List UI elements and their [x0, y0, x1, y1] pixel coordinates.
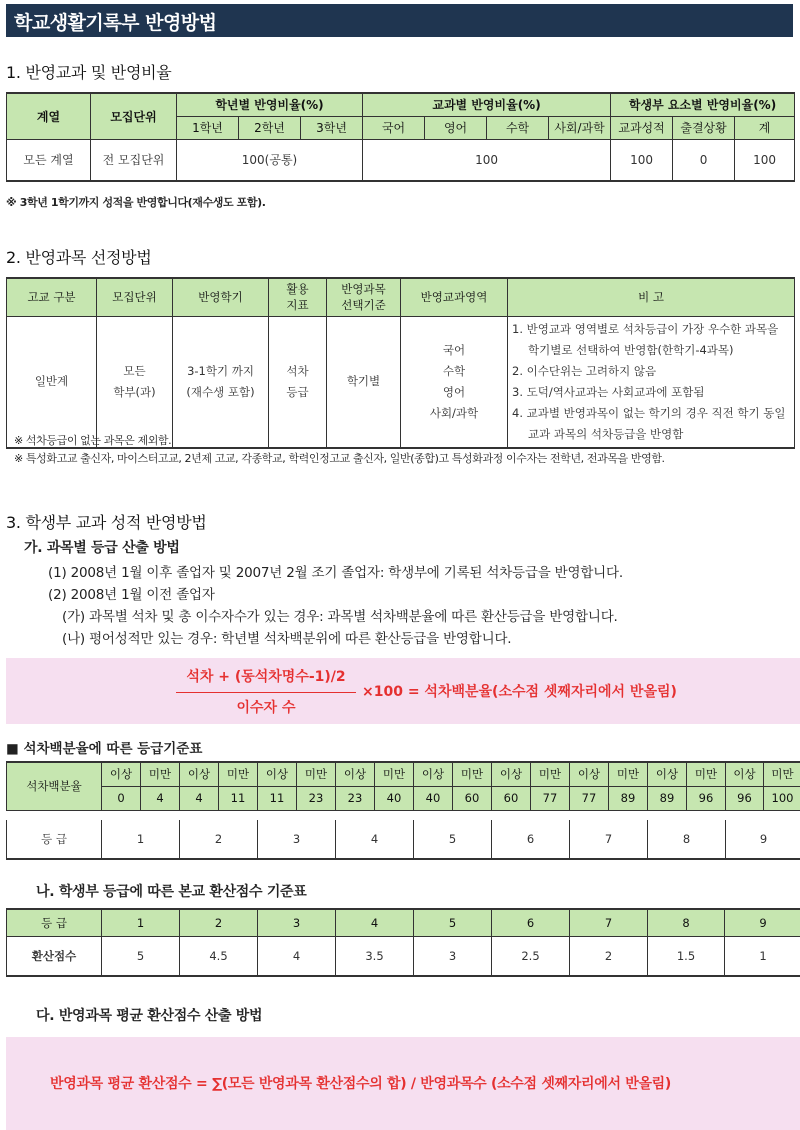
- method-line: (나) 평어성적만 있는 경우: 학년별 석차백분위에 따른 환산등급을 반영합니다.: [62, 631, 512, 647]
- header-unit: 모집단위: [91, 93, 177, 139]
- cell-subject-value: 100: [363, 139, 611, 181]
- header-school-type: 고교 구분: [7, 278, 97, 316]
- header-subject: 영어: [425, 116, 487, 139]
- header-remarks: 비 고: [508, 278, 795, 316]
- remark-item: 2. 이수단위는 고려하지 않음: [512, 363, 657, 378]
- header-element-ratio: 학생부 요소별 반영비율(%): [611, 93, 795, 116]
- average-score-formula: 반영과목 평균 환산점수 = ∑(모든 반영과목 환산점수의 합) / 반영과목수 (소수점 셋째자리에서 반올림): [50, 1076, 672, 1092]
- header-track: 계열: [7, 93, 91, 139]
- header-subject: 사회/과학: [549, 116, 611, 139]
- cell-track: 모든 계열: [7, 139, 91, 181]
- subsection-b-title: 나. 학생부 등급에 따른 본교 환산점수 기준표: [36, 884, 307, 900]
- subsection-a-title: 가. 과목별 등급 산출 방법: [24, 540, 180, 556]
- formula-result: ×100 = 석차백분율(소수점 셋째자리에서 반올림): [362, 684, 677, 700]
- grade-table-title: ■ 석차백분율에 따른 등급기준표: [6, 741, 203, 757]
- remark-item: 4. 교과별 반영과목이 없는 학기의 경우 직전 학기 동일 교과 과목의 석차등급을 반영함: [512, 405, 786, 441]
- header-grade: 3학년: [301, 116, 363, 139]
- header-element: 계: [735, 116, 795, 139]
- cell-unit: 모든 학부(과): [97, 316, 173, 448]
- cell-school-type: 일반계: [7, 316, 97, 448]
- fraction-bar: [176, 692, 356, 693]
- formula-numerator: 석차 + (동석차명수-1)/2: [186, 669, 346, 685]
- cell-remarks: [508, 316, 795, 448]
- header-grade-ratio: 학년별 반영비율(%): [177, 93, 363, 116]
- cell-semester: 3-1학기 까지 (재수생 포함): [173, 316, 269, 448]
- average-score-formula-box: [6, 1037, 800, 1130]
- row-label-grade: 등 급: [7, 820, 102, 859]
- row-label-score: 환산점수: [7, 936, 102, 976]
- header-areas: 반영교과영역: [401, 278, 508, 316]
- reflection-ratio-table: [6, 92, 795, 182]
- row-label-grade: 등 급: [7, 909, 102, 936]
- grade-criteria-table: 석차백분율 이상 미만 이상 미만 이상 미만 이상 미만 이상 미만 이상 미만 이상 미만 이상 미만 이상 미만 0 4 4 11 11 23 23 40 40 60 60 77 77 89 89 96 96 100 등 급 1 2 3 4 5 6 7 8 9: [6, 761, 800, 860]
- header-unit: 모집단위: [97, 278, 173, 316]
- subject-selection-table: [6, 277, 795, 449]
- section-1-note: ※ 3학년 1학기까지 성적을 반영합니다(재수생도 포함).: [6, 196, 266, 209]
- header-grade: 1학년: [177, 116, 239, 139]
- cell-element-value: 100: [735, 139, 795, 181]
- cell-grade-value: 100(공통): [177, 139, 363, 181]
- row-label-percentile: 석차백분율: [7, 762, 102, 810]
- section-2-note: ※ 석차등급이 없는 과목은 제외함.: [14, 434, 172, 447]
- remark-item: 1. 반영교과 영역별로 석차등급이 가장 우수한 과목을 학기별로 선택하여 반영함(한학기-4과목): [512, 321, 779, 357]
- percentile-formula: [6, 658, 800, 724]
- header-criteria: 반영과목 선택기준: [327, 278, 401, 316]
- header-grade: 2학년: [239, 116, 301, 139]
- section-2-title: 2. 반영과목 선정방법: [6, 248, 152, 267]
- section-3-title: 3. 학생부 교과 성적 반영방법: [6, 513, 207, 532]
- remark-item: 3. 도덕/역사교과는 사회교과에 포함됨: [512, 384, 705, 399]
- section-1-title: 1. 반영교과 및 반영비율: [6, 63, 172, 82]
- header-indicator: 활용 지표: [269, 278, 327, 316]
- method-line: (2) 2008년 1월 이전 졸업자: [48, 587, 215, 603]
- cell-element-value: 0: [673, 139, 735, 181]
- header-subject-ratio: 교과별 반영비율(%): [363, 93, 611, 116]
- header-subject: 수학: [487, 116, 549, 139]
- header-element: 출결상황: [673, 116, 735, 139]
- cell-indicator: 석차 등급: [269, 316, 327, 448]
- cell-element-value: 100: [611, 139, 673, 181]
- header-semester: 반영학기: [173, 278, 269, 316]
- cell-criteria: 학기별: [327, 316, 401, 448]
- formula-denominator: 이수자 수: [236, 700, 296, 716]
- subsection-c-title: 다. 반영과목 평균 환산점수 산출 방법: [36, 1008, 263, 1024]
- cell-areas: 국어 수학 영어 사회/과학: [401, 316, 508, 448]
- header-subject: 국어: [363, 116, 425, 139]
- method-line: (가) 과목별 석차 및 총 이수자수가 있는 경우: 과목별 석차백분율에 따른 환산등급을 반영합니다.: [62, 609, 618, 625]
- page-title: 학교생활기록부 반영방법: [6, 4, 793, 37]
- method-line: (1) 2008년 1월 이후 졸업자 및 2007년 2월 조기 졸업자: 학생부에 기록된 석차등급을 반영합니다.: [48, 565, 623, 581]
- header-element: 교과성적: [611, 116, 673, 139]
- score-conversion-table: 등 급 1 2 3 4 5 6 7 8 9 환산점수 5 4.5 4 3.5 3 2.5 2 1.5 1: [6, 908, 800, 977]
- section-2-note: ※ 특성화고교 출신자, 마이스터고교, 2년제 고교, 각종학교, 학력인정고교 출신자, 일반(종합)고 특성화과정 이수자는 전학년, 전과목을 반영함.: [14, 452, 665, 465]
- cell-unit: 전 모집단위: [91, 139, 177, 181]
